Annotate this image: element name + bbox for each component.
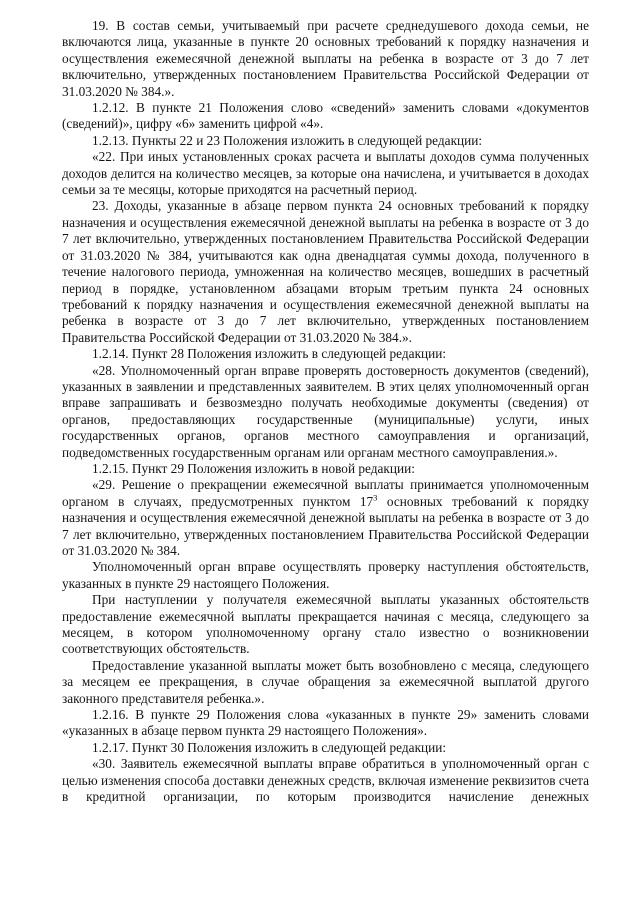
paragraph-1-2-17: 1.2.17. Пункт 30 Положения изложить в следующей редакции:: [92, 739, 447, 755]
paragraph-1-2-13: 1.2.13. Пункты 22 и 23 Положения изложить в следующей редакции:: [92, 132, 483, 148]
paragraph-item-29-end: основных требований к порядку назначения и осуществления ежемесячной денежной выплаты на ребенка в возрасте от 3 до 7 лет включительно, утвержденных постановлением Правительства Российской Федерации от 31.03.2020 № 384.: [62, 493, 589, 558]
paragraph-item-29-start: «29. Решение о прекращении ежемесячной выплаты принимается уполномоченным органом в случаях, предусмотренных пунктом 17: [62, 477, 589, 509]
paragraph-1-2-15: 1.2.15. Пункт 29 Положения изложить в новой редакции:: [92, 460, 415, 476]
paragraph-item-23: 23. Доходы, указанные в абзаце первом пункта 24 основных требований к порядку назначения и осуществления ежемесячной денежной выплаты на ребенка в возрасте от 3 до 7 лет включительно, утвержденных постановлением Правительства Российской Федерации от 31.03.2020 № 384, учитываются как одна двенадцатая суммы дохода, полученного в течение налогового периода, умноженная на количество месяцев, вошедших в расчетный период в порядке, установленном абзацами вторым третьим пункта 24 основных требований к порядку назначения и осуществления ежемесячной денежной выплаты на ребенка в возрасте от 3 до 7 лет включительно, утвержденных постановлением Правительства Российской Федерации от 31.03.2020 № 384.».: [62, 198, 589, 345]
paragraph-1-2-14: 1.2.14. Пункт 28 Положения изложить в следующей редакции:: [92, 346, 447, 362]
paragraph-1-2-12: 1.2.12. В пункте 21 Положения слово «сведений» заменить словами «документов (сведений)», цифру «6» заменить цифрой «4».: [62, 100, 589, 132]
paragraph-1-2-16: 1.2.16. В пункте 29 Положения слова «указанных в пункте 29» заменить словами «указанных в абзаце первом пункта 29 настоящего Положения».: [62, 707, 589, 739]
paragraph-resumption: Предоставление указанной выплаты может быть возобновлено с месяца, следующего за месяцем ее прекращения, в случае обращения за ежемесячной выплатой другого законного представителя ребенка.».: [62, 657, 589, 706]
superscript-index: 3: [373, 492, 378, 503]
document-body: [62, 18, 589, 806]
paragraph-item-29: [62, 477, 589, 559]
paragraph-item-30: «30. Заявитель ежемесячной выплаты вправе обратиться в уполномоченный орган с целью изменения способа доставки денежных средств, включая изменение реквизитов счета в кредитной организации, по которым производится начисление денежных: [62, 756, 589, 805]
paragraph-item-28: «28. Уполномоченный орган вправе проверять достоверность документов (сведений), указанных в заявлении и представленных заявителем. В этих целях уполномоченный орган вправе запрашивать и безвозмездно получать необходимые документы (сведения) от органов, предоставляющих государственные (муниципальные) услуги, иных государственных органов, органов местного самоуправления и организаций, подведомственных государственным органам или органам местного самоуправления.».: [62, 362, 589, 460]
paragraph-item-19: 19. В состав семьи, учитываемый при расчете среднедушевого дохода семьи, не включаются лица, указанные в пункте 20 основных требований к порядку назначения и осуществления ежемесячной денежной выплаты на ребенка в возрасте от 3 до 7 лет включительно, утвержденных постановлением Правительства Российской Федерации от 31.03.2020 № 384.».: [62, 18, 589, 99]
paragraph-item-22: «22. При иных установленных сроках расчета и выплаты доходов сумма полученных доходов делится на количество месяцев, за которые она начислена, и учитывается в доходах семьи за те месяцы, которые приходятся на расчетный период.: [62, 149, 589, 198]
paragraph-termination: При наступлении у получателя ежемесячной выплаты указанных обстоятельств предоставление ежемесячной выплаты прекращается начиная с месяца, следующего за месяцем, в котором уполномоченному органу стало известно о возникновении соответствующих обстоятельств.: [62, 592, 589, 657]
paragraph-verification: Уполномоченный орган вправе осуществлять проверку наступления обстоятельств, указанных в пункте 29 настоящего Положения.: [62, 559, 589, 591]
